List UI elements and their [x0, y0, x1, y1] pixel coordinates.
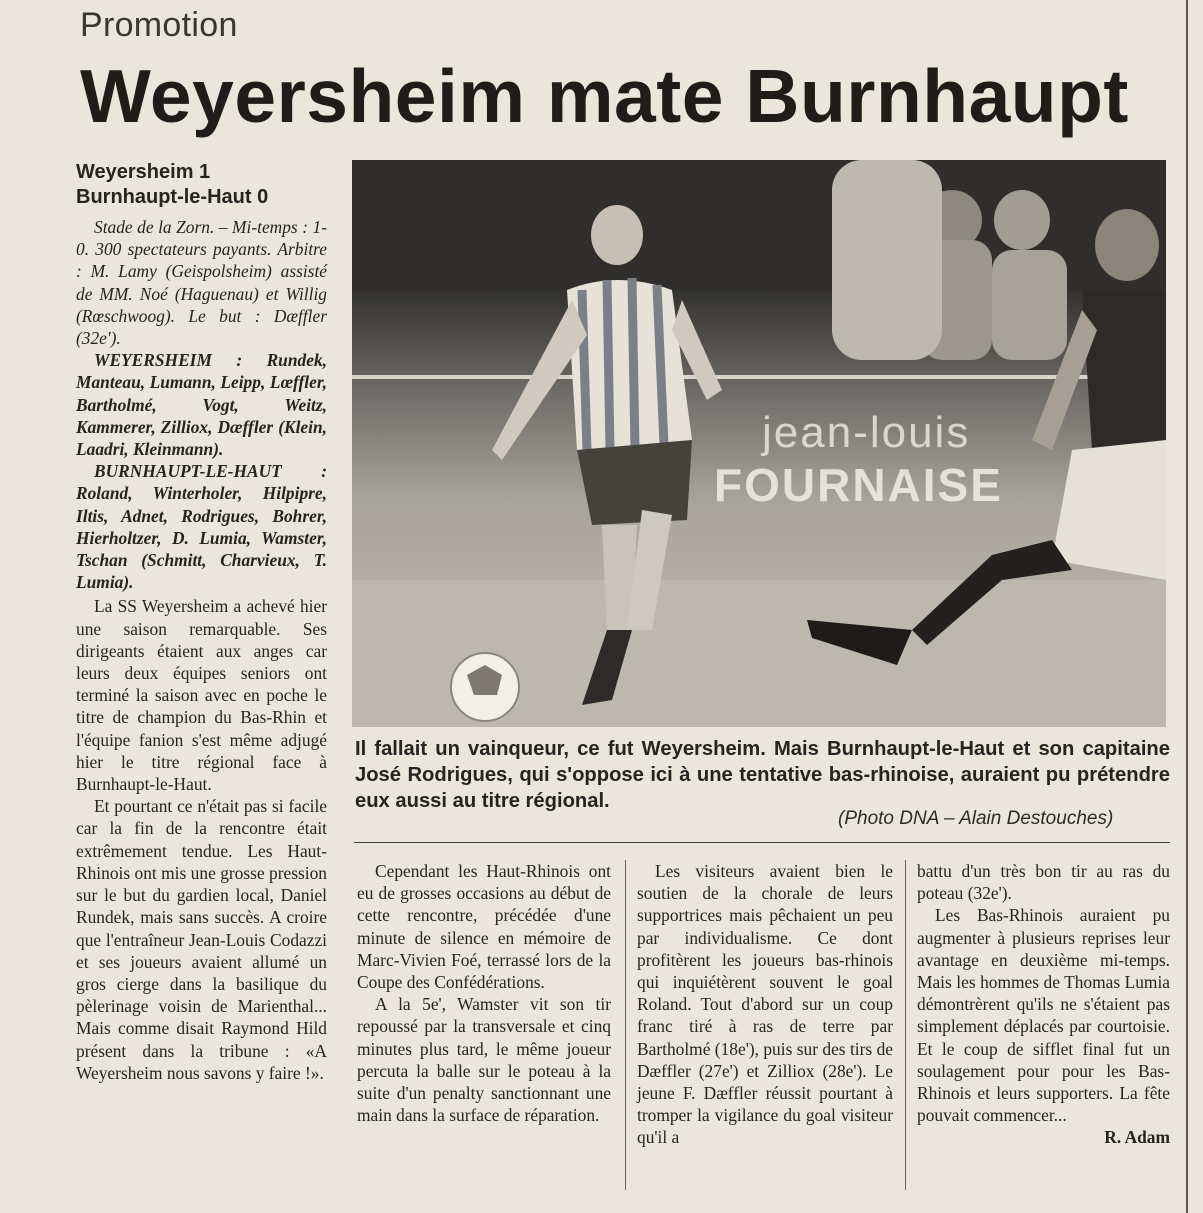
lineup-home: WEYERSHEIM : Rundek, Manteau, Lumann, Leipp, Lœffler, Bartholmé, Vogt, Weitz, Kammerer, Zilliox, Dæffler (Klein, Laadri, Kleinmann). [76, 350, 327, 460]
score-box [76, 160, 268, 210]
article-column-4 [917, 860, 1170, 1149]
score-away: Burnhaupt-le-Haut 0 [76, 186, 269, 208]
banner-text-line1: jean-louis [762, 408, 971, 457]
article-column-3 [637, 860, 893, 1149]
paragraph: Les visiteurs avaient bien le soutien de la chorale de leurs supportrices mais pêchaient un peu par individualisme. Ce dont profitèrent les joueurs bas-rhinois qui inquiétèrent souvent le goal Roland. Tout d'abord sur un coup franc tiré à ras de terre par Bartholmé (18e'), puis sur des tirs de Dæffler (27e') et Zilliox (28e'). Le jeune F. Dæffler réussit pourtant à tromper la vigilance du goal visiteur qu'il a [637, 861, 893, 1148]
match-info: Stade de la Zorn. – Mi-temps : 1-0. 300 spectateurs payants. Arbitre : M. Lamy (Geispolsheim) assisté de MM. Noé (Haguenau) et Willig (Rœschwoog). Le but : Dæffler (32e'). [76, 217, 327, 349]
caption-rule [354, 842, 1170, 843]
column-divider [625, 860, 626, 1190]
headline: Weyersheim mate Burnhaupt [80, 54, 1129, 138]
article-column-1 [76, 216, 327, 1084]
photo-caption: Il fallait un vainqueur, ce fut Weyersheim. Mais Burnhaupt-le-Haut et son capitaine José Rodrigues, qui s'oppose ici à une tentative bas-rhinoise, auraient pu prétendre eux aussi au titre régional. [355, 738, 1170, 812]
article-column-2 [357, 860, 611, 1126]
section-label: Promotion [80, 6, 238, 44]
photo-illustration [352, 160, 1166, 727]
paragraph: La SS Weyersheim a achevé hier une saison remarquable. Ses dirigeants étaient aux anges car leurs deux équipes seniors ont terminé la saison avec en poche le titre de champion du Bas-Rhin et l'équipe fanion s'est même adjugé hier le titre régional face à Burnhaupt-le-Haut. [76, 596, 327, 795]
author-signature: R. Adam [1104, 1127, 1170, 1148]
score-home: Weyersheim 1 [76, 161, 211, 183]
page-edge-rule [1186, 0, 1188, 1213]
paragraph: Cependant les Haut-Rhinois ont eu de grosses occasions au début de cette rencontre, précédée d'une minute de silence en mémoire de Marc-Vivien Foé, terrassé lors de la Coupe des Confédérations. [357, 861, 611, 993]
paragraph: A la 5e', Wamster vit son tir repoussé par la transversale et cinq minutes plus tard, le même joueur percuta la balle sur le poteau à la suite d'un penalty sanctionnant une main dans la surface de réparation. [357, 994, 611, 1126]
photo-credit: (Photo DNA – Alain Destouches) [838, 808, 1114, 829]
column-divider [905, 860, 906, 1190]
lineup-away: BURNHAUPT-LE-HAUT : Roland, Winterholer, Hilpipre, Iltis, Adnet, Rodrigues, Bohrer, Hierholtzer, D. Lumia, Wamster, Tschan (Schmitt, Charvieux, T. Lumia). [76, 461, 327, 593]
paragraph: battu d'un très bon tir au ras du poteau (32e'). [917, 861, 1170, 904]
match-photo [352, 160, 1166, 727]
banner-text-line2: FOURNAISE [714, 459, 1003, 511]
paragraph: Et pourtant ce n'était pas si facile car la fin de la rencontre était extrêmement tendue. Les Haut-Rhinois ont mis une grosse pression sur le but du gardien local, Daniel Rundek, mais sans succès. A croire que l'entraîneur Jean-Louis Codazzi et ses joueurs avaient allumé un gros cierge dans la basilique du pèlerinage voisin de Marienthal... Mais comme disait Raymond Hild présent dans la tribune : «A Weyersheim nous savons y faire !». [76, 796, 327, 1083]
paragraph: Les Bas-Rhinois auraient pu augmenter à plusieurs reprises leur avantage en deuxième mi-temps. Mais les hommes de Thomas Lumia démontrèrent qu'ils ne s'étaient pas simplement déplacés par courtoisie. Et le coup de sifflet final fut un soulagement pour pour les Bas-Rhinois et leurs supporters. La fête pouvait commencer... [917, 905, 1170, 1126]
